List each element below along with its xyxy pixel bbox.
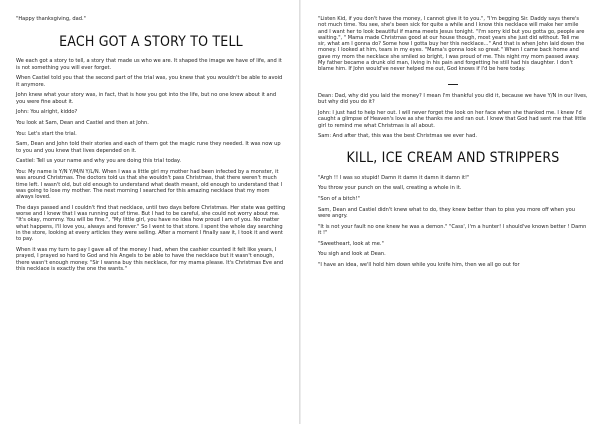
paragraph: John: You alright, kiddo? (16, 109, 78, 116)
chapter-title: EACH GOT A STORY TO TELL (59, 34, 243, 51)
page-gutter (299, 0, 301, 424)
paragraph: When Castiel told you that the second part of the trial was, you knew that you wouldn't be able to avoid it anymore. (16, 75, 283, 88)
paragraph: You: Let's start the trial. (16, 130, 77, 137)
left-body (16, 58, 286, 272)
section-divider (318, 81, 588, 87)
paragraph: Dean: Dad, why did you laid the money? I mean I'm thankful you did it, because we have Y/N in our lives, but why did you do it? (318, 92, 588, 106)
paragraph: Sam, Dean and Castiel didn't knew what to do, they knew better than to piss you more off when you were angry. (318, 206, 575, 219)
paragraph: We each got a story to tell, a story that made us who we are. It shaped the image we have of life, and it is not something you will ever forget. (16, 58, 282, 71)
paragraph: You throw your punch on the wall, creating a whole in it. (318, 185, 462, 192)
right-body-mid (318, 93, 588, 140)
paragraph: "It is not your fault no one knew he was a demon." "Cass', I'm a hunter! I should've known better ! Damn it !" (318, 223, 587, 236)
paragraph: When it was my turn to pay I gave all of the money I had, when the cashier counted it felt like years, I prayed, I prayed so hard to God and his Angels to be able to have the necklace but it wasn't enough, there wasn't enough money. "Sir I wanna buy this necklace, for my mama please. It's Christmas Eve and this necklace is exactly the one the wants." (16, 247, 284, 272)
paragraph: "Argh !! I was so stupid! Damn it damn it damn it damn it!" (318, 174, 470, 181)
paragraph: John knew what your story was, in fact, that is how you got into the life, but no one knew about it and you were fine about it. (16, 92, 277, 105)
opening-quote: "Happy thanksgiving, dad." (16, 16, 86, 22)
paragraph: You sigh and look at Dean. (318, 251, 386, 258)
right-page (300, 0, 600, 424)
paragraph: You look at Sam, Dean and Castiel and then at John. (16, 119, 149, 126)
paragraph: Castiel: Tell us your name and why you are doing this trial today. (16, 158, 181, 165)
paragraph: Sam: And after that, this was the best Christmas we ever had. (318, 133, 477, 140)
paragraph: John: I just had to help her out. I will never forget the look on her face when she thanked me. I knew I'd caught a glimpse of Heaven's love as she thanks me and ran out. I knew that God had sent me that little girl to remind me what Christmas is all about. (318, 109, 586, 129)
paragraph: "I have an idea, we'll hold him down while you knife him, then we all go out for (318, 261, 520, 268)
paragraph: Sam, Dean and John told their stories and each of them got the magic rune they needed. It was now up to you and you knew that lives depended on it. (16, 141, 281, 154)
right-body-top (318, 16, 588, 73)
paragraph: "Son of a bitch!" (318, 195, 360, 202)
divider-line (448, 84, 458, 85)
paragraph: You: My name is Y/N Y/M/N Y/L/N. When I was a little girl my mother had been infected by a monster, it was around Christmas. The doctors told us that she wouldn't pass Christmas, that there weren't much time left. I wasn't old, but old enough to understand what death meant, old enough to understand that I was going to lose my mother. The next morning I searched for this amazing necklace that my mom always loved. (16, 168, 282, 201)
paragraph: "Listen Kid, if you don't have the money, I cannot give it to you.", "I'm begging Sir. Daddy says there's not much time. You see, she's been sick for quite a while and I know this necklace will make her smile and I want her to look beautiful if mama meets Jesus tonight. "I'm sorry kid but you gotta go, people are waiting.", " Mama made Christmas good at our house though, most years she just did without. Tell me sir, what am I gonna do? Some how I gotta buy her this necklace..." And that is when John laid down the money. I looked at him, tears in my eyes. "Mama's gonna look so great." When I came back home and gave my mom the necklace she smiled so bright, I was proud of me. This night my mom passed away. My father became a drunk old man, living in his pain and forgetting he still had his daughter. I don't blame him. If John would've never helped me out, God knows if I'd be here today. (318, 16, 585, 73)
paragraph: The days passed and I couldn't find that necklace, until two days before Christmas. Her state was getting worse and I knew that I was running out of time. But I had to be careful, she could not worry about me. "It's okay, mommy. You will be fine.", "My little girl, you have no idea how proud I am of you. No matter what happens, I'll love you, always and forever." So I went to that store. I spent the whole day searching in the store, looking at every articles they were selling. After a moment I finally saw it, I took it and went to pay. (16, 204, 286, 243)
right-body-bottom (318, 175, 588, 269)
paragraph: "Sweetheart, look at me." (318, 240, 384, 247)
chapter-title: KILL, ICE CREAM AND STRIPPERS (346, 149, 560, 166)
